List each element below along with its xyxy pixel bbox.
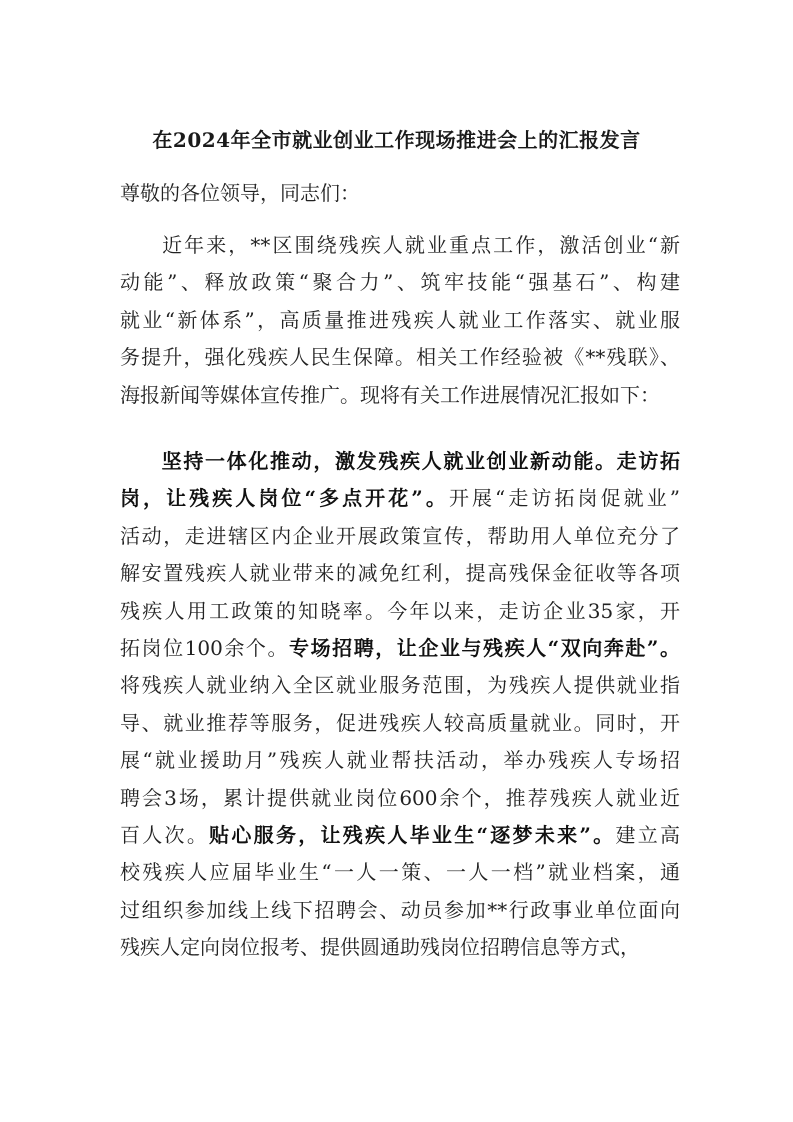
subsection-heading: 贴心服务，让残疾人毕业生“逐梦未来”。 (209, 822, 616, 847)
paragraph-line: 活动，走进辖区内企业开展政策宣传，帮助用人单位充分了 (120, 523, 680, 548)
paragraph-line: 海报新闻等媒体宣传推广。现将有关工作进展情况汇报如下： (120, 382, 660, 407)
paragraph-line: 将残疾人就业纳入全区就业服务范围，为残疾人提供就业指 (120, 673, 680, 698)
subsection-heading: 岗，让残疾人岗位“多点开花”。 (120, 486, 449, 511)
paragraph-line: 导、就业推荐等服务，促进残疾人较高质量就业。同时，开 (120, 710, 680, 735)
paragraph-line: 动能”、释放政策“聚合力”、筑牢技能“强基石”、构建 (120, 270, 680, 295)
paragraph-line: 务提升，强化残疾人民生保障。相关工作经验被《**残联》、 (120, 345, 680, 370)
subsection-heading: 走访拓 (616, 449, 681, 473)
paragraph-line: 岗，让残疾人岗位“多点开花”。开展“走访拓岗促就业” (120, 486, 680, 511)
salutation: 尊敬的各位领导，同志们： (120, 181, 360, 205)
paragraph-line (120, 443, 680, 480)
paragraph-line: 拓岗位100余个。专场招聘，让企业与残疾人“双向奔赴”。 (120, 635, 680, 660)
paragraph-line: 百人次。贴心服务，让残疾人毕业生“逐梦未来”。建立高 (120, 822, 681, 847)
paragraph-line: 展“就业援助月”残疾人就业帮扶活动，举办残疾人专场招 (120, 748, 680, 773)
paragraph-line: 近年来，**区围绕残疾人就业重点工作，激活创业“新 (160, 233, 680, 257)
paragraph-line: 解安置残疾人就业带来的减免红利，提高残保金征收等各项 (120, 561, 680, 586)
paragraph-line: 聘会3场，累计提供就业岗位600余个，推荐残疾人就业近 (120, 785, 680, 810)
paragraph-line: 校残疾人应届毕业生“一人一策、一人一档”就业档案，通 (120, 860, 680, 885)
document-title: 在2024年全市就业创业工作现场推进会上的汇报发言 (152, 128, 641, 152)
subsection-heading: 专场招聘，让企业与残疾人“双向奔赴”。 (289, 635, 680, 660)
section-paragraph (120, 443, 680, 966)
paragraph-line: 过组织参加线上线下招聘会、动员参加**行政事业单位面向 (120, 897, 680, 922)
paragraph-line: 残疾人定向岗位报考、提供圆通助残岗位招聘信息等方式， (120, 935, 640, 960)
paragraph-line: 残疾人用工政策的知晓率。今年以来，走访企业35家，开 (120, 598, 680, 623)
intro-paragraph (120, 227, 680, 414)
paragraph-line: 就业“新体系”，高质量推进残疾人就业工作落实、就业服 (120, 307, 680, 332)
section-heading: 坚持一体化推动，激发残疾人就业创业新动能。 (160, 449, 617, 473)
